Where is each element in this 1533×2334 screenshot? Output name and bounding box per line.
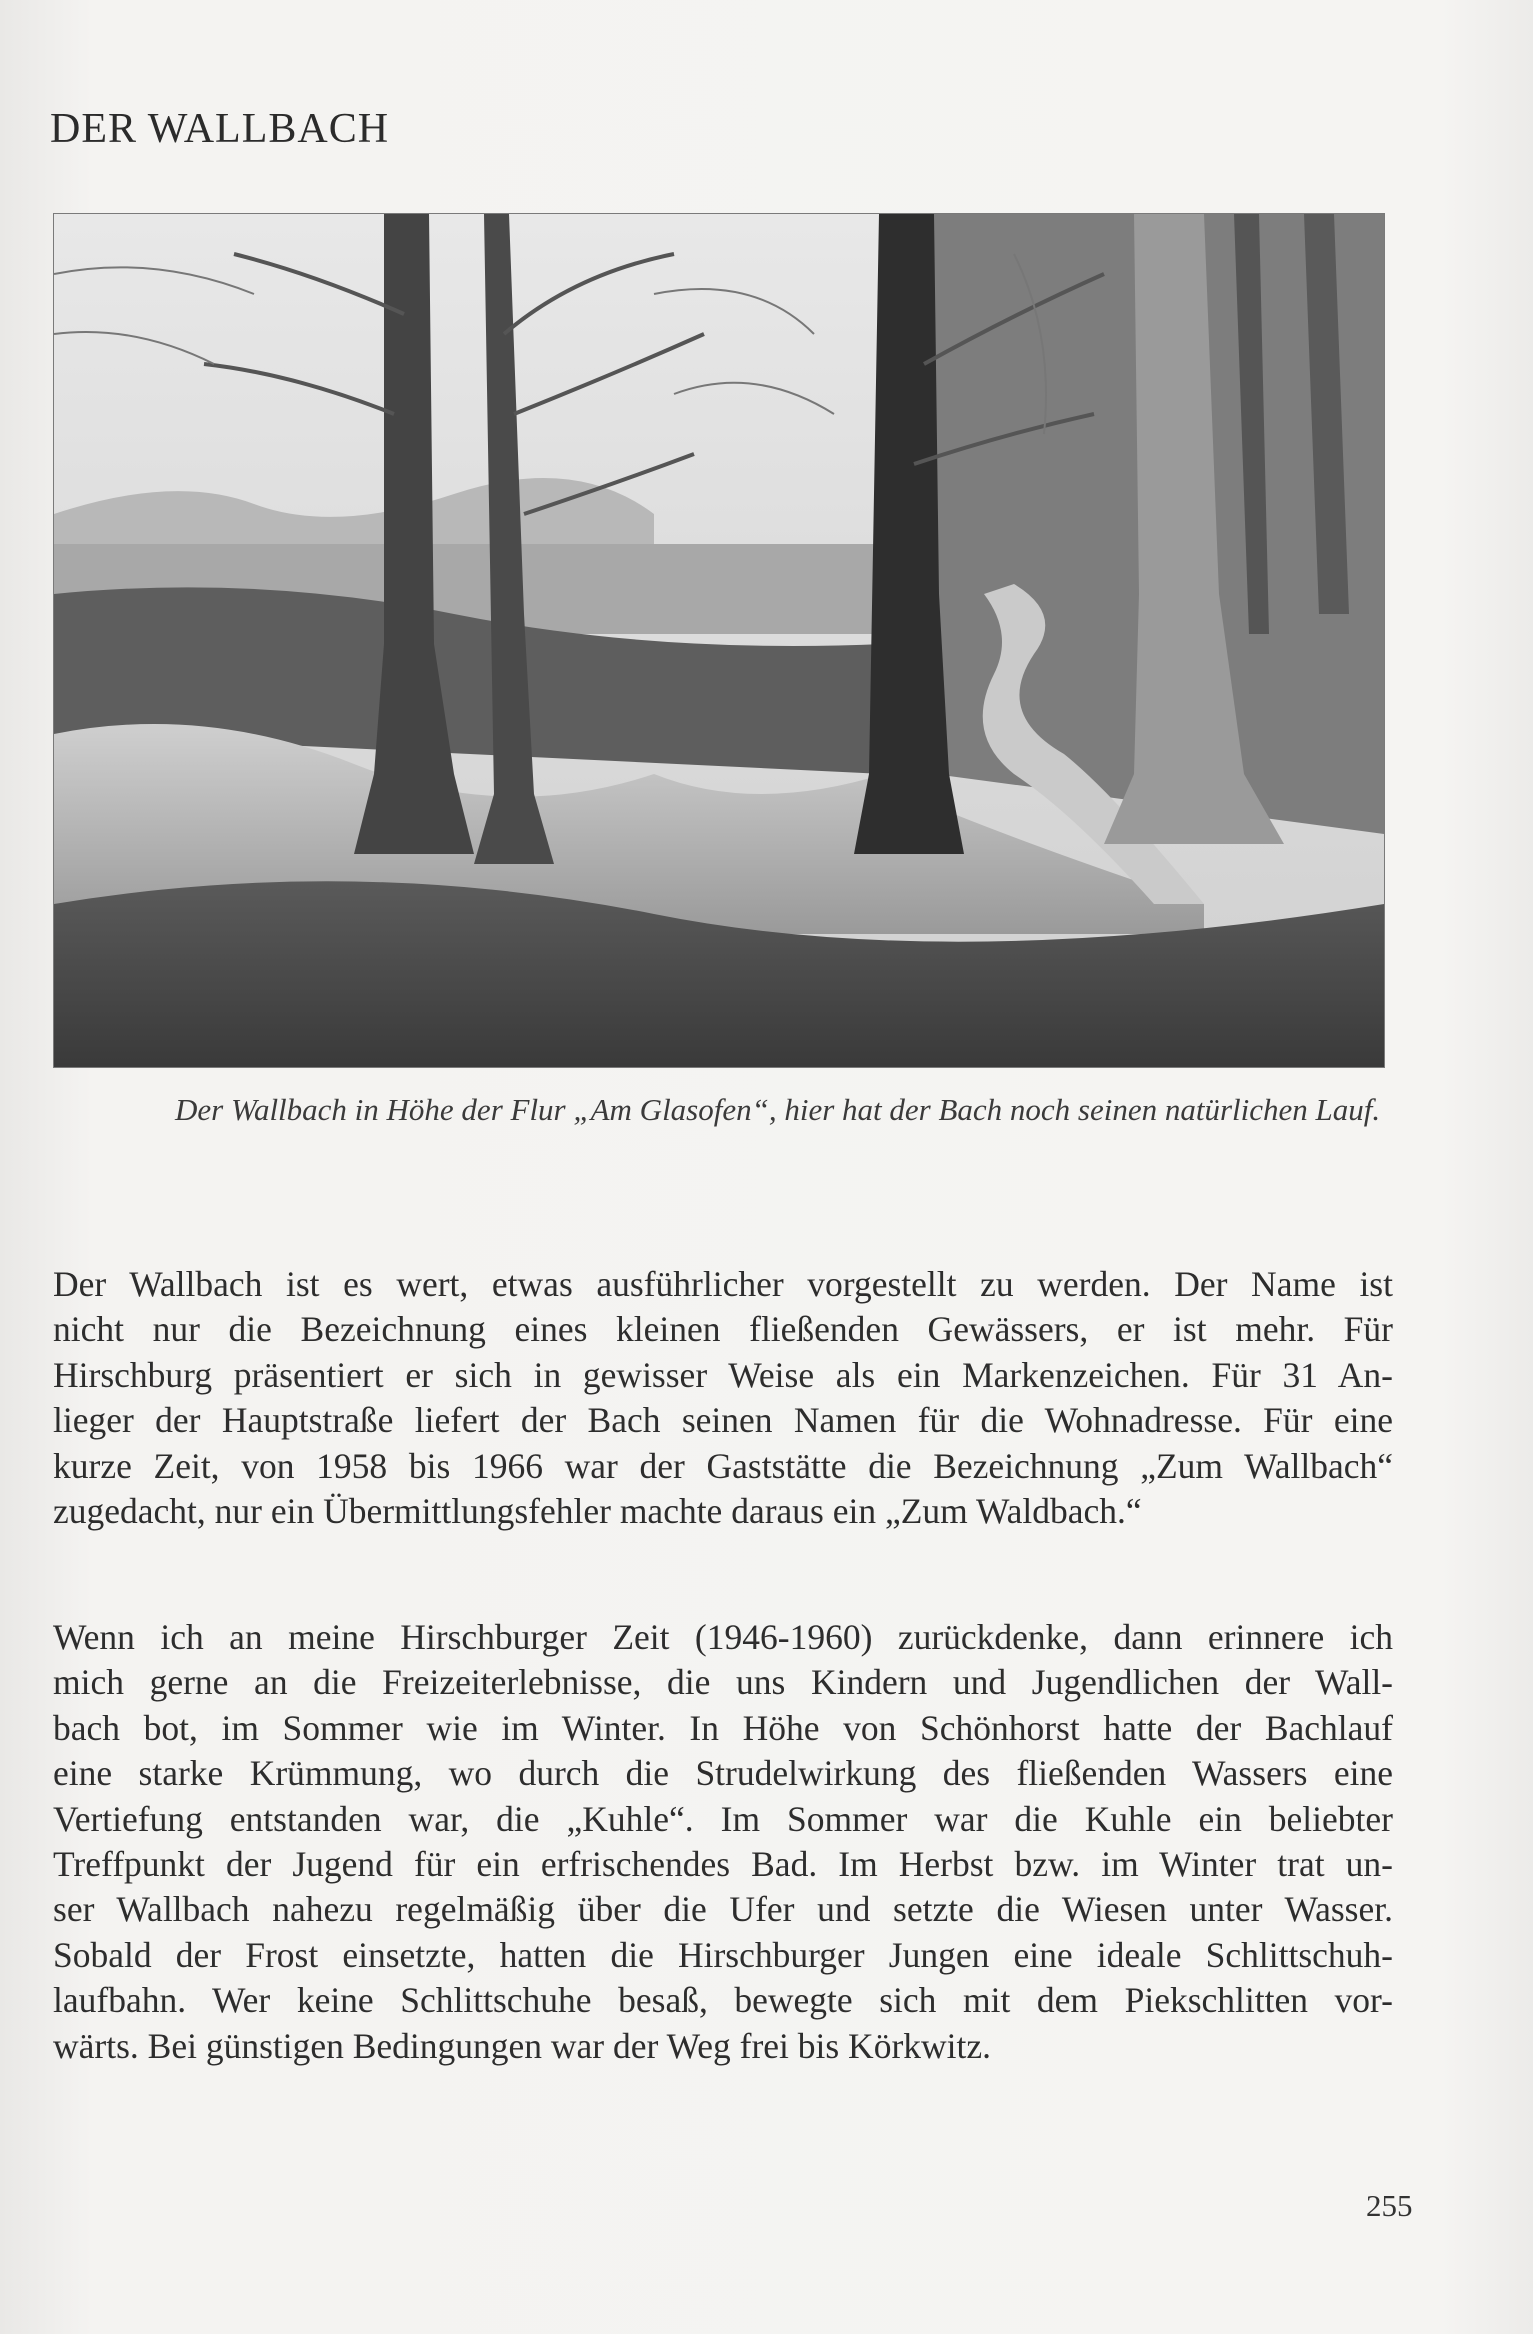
text-line: Treffpunkt der Jugend für ein erfrischendes Bad. Im Herbst bzw. im Winter trat un- [53, 1844, 1393, 1885]
photo-caption: Der Wallbach in Höhe der Flur „Am Glasofen“, hier hat der Bach noch seinen natürlichen Lauf. [175, 1092, 1381, 1127]
text-line: kurze Zeit, von 1958 bis 1966 war der Gaststätte die Bezeichnung „Zum Wallbach“ [53, 1445, 1393, 1486]
paragraph-2 [53, 1615, 1393, 2069]
text-line: Der Wallbach ist es wert, etwas ausführlicher vorgestellt zu werden. Der Name ist [53, 1264, 1393, 1304]
text-line: Wenn ich an meine Hirschburger Zeit (1946-1960) zurückdenke, dann erinnere ich [53, 1617, 1393, 1657]
stream-photo [53, 213, 1385, 1068]
paragraph-1 [53, 1262, 1393, 1534]
text-line: mich gerne an die Freizeiterlebnisse, die uns Kindern und Jugendlichen der Wall- [53, 1662, 1393, 1703]
text-line: Hirschburg präsentiert er sich in gewisser Weise als ein Markenzeichen. Für 31 An- [53, 1354, 1393, 1395]
text-line: bach bot, im Sommer wie im Winter. In Höhe von Schönhorst hatte der Bachlauf [53, 1707, 1393, 1748]
text-line: lieger der Hauptstraße liefert der Bach seinen Namen für die Wohnadresse. Für eine [53, 1400, 1393, 1441]
text-line: ser Wallbach nahezu regelmäßig über die Ufer und setzte die Wiesen unter Wasser. [53, 1889, 1393, 1930]
text-line: Vertiefung entstanden war, die „Kuhle“. Im Sommer war die Kuhle ein beliebter [53, 1798, 1393, 1839]
text-line: laufbahn. Wer keine Schlittschuhe besaß, bewegte sich mit dem Piekschlitten vor- [53, 1980, 1393, 2021]
text-line: eine starke Krümmung, wo durch die Strudelwirkung des fließenden Wassers eine [53, 1753, 1393, 1794]
chapter-heading: DER WALLBACH [50, 106, 390, 152]
text-line: Sobald der Frost einsetzte, hatten die Hirschburger Jungen eine ideale Schlittschuh- [53, 1934, 1393, 1975]
text-line: wärts. Bei günstigen Bedingungen war der Weg frei bis Körkwitz. [53, 2025, 992, 2066]
text-line: nicht nur die Bezeichnung eines kleinen fließenden Gewässers, er ist mehr. Für [53, 1309, 1393, 1350]
landscape-photo-icon [54, 214, 1384, 1067]
text-line: zugedacht, nur ein Übermittlungsfehler machte daraus ein „Zum Waldbach.“ [53, 1491, 1142, 1532]
page-number: 255 [1366, 2188, 1413, 2223]
